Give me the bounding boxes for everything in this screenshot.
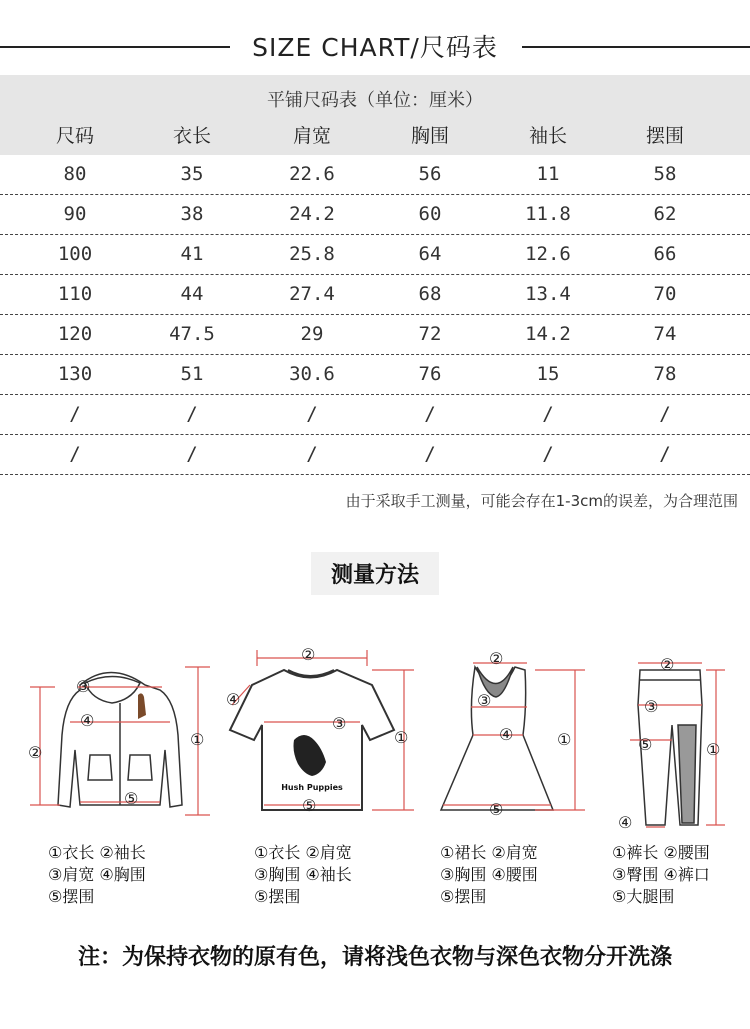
table-row bbox=[0, 315, 750, 355]
table-caption: 平铺尺码表（单位：厘米） bbox=[267, 90, 483, 111]
header-length: 衣长 bbox=[172, 125, 211, 147]
table-cell: / bbox=[424, 403, 436, 425]
pants-marker-4: ④ bbox=[618, 813, 633, 832]
hoodie-diagram bbox=[20, 655, 220, 825]
table-cell: 11.8 bbox=[525, 203, 571, 225]
hoodie-legend-line: ⑤摆围 bbox=[48, 887, 95, 906]
pants-marker-5: ⑤ bbox=[638, 735, 653, 754]
table-row bbox=[0, 155, 750, 195]
dress-marker-4: ④ bbox=[499, 725, 514, 744]
hoodie-legend-line: ①衣长 ②袖长 bbox=[48, 843, 146, 862]
size-chart-title-row bbox=[0, 22, 750, 70]
tshirt-marker-3: ③ bbox=[332, 714, 347, 733]
table-cell: 80 bbox=[63, 163, 87, 185]
dress-legend-line: ①裙长 ②肩宽 bbox=[440, 843, 538, 862]
table-cell: 11 bbox=[536, 163, 560, 185]
table-cell: 56 bbox=[418, 163, 442, 185]
pants-legend-line: ⑤大腿围 bbox=[612, 887, 675, 906]
table-cell: 30.6 bbox=[289, 363, 335, 385]
table-cell: / bbox=[69, 443, 81, 465]
header-sleeve: 袖长 bbox=[528, 125, 567, 147]
table-cell: 110 bbox=[57, 283, 93, 305]
table-cell: 72 bbox=[418, 323, 442, 345]
table-cell: 70 bbox=[653, 283, 677, 305]
header-size: 尺码 bbox=[55, 125, 94, 147]
table-cell: 62 bbox=[653, 203, 677, 225]
table-cell: 64 bbox=[418, 243, 442, 265]
table-cell: 44 bbox=[180, 283, 204, 305]
table-row bbox=[0, 235, 750, 275]
brand-text: Hush Puppies bbox=[281, 783, 343, 792]
table-cell: / bbox=[659, 403, 671, 425]
table-cell: 22.6 bbox=[289, 163, 335, 185]
header-shoulder: 肩宽 bbox=[292, 125, 331, 147]
pants-marker-1: ① bbox=[706, 740, 721, 759]
hoodie-marker-3: ③ bbox=[76, 677, 91, 696]
tshirt-legend-line: ⑤摆围 bbox=[254, 887, 301, 906]
table-cell: 27.4 bbox=[289, 283, 335, 305]
pants-marker-2: ② bbox=[660, 655, 675, 674]
measurement-note: 由于采取手工测量，可能会存在1-3cm的误差，为合理范围 bbox=[345, 492, 738, 510]
tshirt-marker-5: ⑤ bbox=[302, 796, 317, 815]
table-cell: 29 bbox=[300, 323, 324, 345]
tshirt-marker-1: ① bbox=[394, 728, 409, 747]
table-cell: / bbox=[306, 443, 318, 465]
table-cell: 15 bbox=[536, 363, 560, 385]
hoodie-marker-5: ⑤ bbox=[124, 789, 139, 808]
pants-marker-3: ③ bbox=[644, 697, 659, 716]
method-title: 测量方法 bbox=[311, 552, 439, 595]
wash-note: 注：为保持衣物的原有色，请将浅色衣物与深色衣物分开洗涤 bbox=[77, 945, 672, 970]
table-cell: 58 bbox=[653, 163, 677, 185]
table-cell: 38 bbox=[180, 203, 204, 225]
hoodie-legend-line: ③肩宽 ④胸围 bbox=[48, 865, 146, 884]
table-cell: / bbox=[542, 443, 554, 465]
table-row bbox=[0, 435, 750, 475]
tshirt-marker-2: ② bbox=[301, 645, 316, 664]
header-chest: 胸围 bbox=[410, 125, 449, 147]
table-cell: 130 bbox=[57, 363, 93, 385]
dress-legend-line: ③胸围 ④腰围 bbox=[440, 865, 538, 884]
pants-diagram bbox=[610, 645, 740, 835]
table-cell: / bbox=[186, 403, 198, 425]
dress-marker-2: ② bbox=[489, 649, 504, 668]
table-cell: 35 bbox=[180, 163, 204, 185]
table-cell: / bbox=[659, 443, 671, 465]
pants-icon bbox=[610, 645, 740, 835]
table-cell: 12.6 bbox=[525, 243, 571, 265]
page-title: SIZE CHART/尺码表 bbox=[244, 33, 506, 62]
table-cell: 47.5 bbox=[169, 323, 215, 345]
dress-legend-line: ⑤摆围 bbox=[440, 887, 487, 906]
hoodie-marker-2: ② bbox=[28, 743, 43, 762]
table-cell: 25.8 bbox=[289, 243, 335, 265]
table-row bbox=[0, 395, 750, 435]
table-cell: 13.4 bbox=[525, 283, 571, 305]
table-cell: 90 bbox=[63, 203, 87, 225]
table-cell: / bbox=[424, 443, 436, 465]
pants-legend-line: ③臀围 ④裤口 bbox=[612, 865, 710, 884]
tshirt-icon bbox=[222, 640, 422, 830]
table-cell: / bbox=[69, 403, 81, 425]
table-cell: 100 bbox=[57, 243, 93, 265]
table-cell: 51 bbox=[180, 363, 204, 385]
row-divider bbox=[0, 474, 750, 475]
pants-legend-line: ①裤长 ②腰围 bbox=[612, 843, 710, 862]
table-cell: 78 bbox=[653, 363, 677, 385]
table-cell: 66 bbox=[653, 243, 677, 265]
table-row bbox=[0, 195, 750, 235]
table-cell: 76 bbox=[418, 363, 442, 385]
dress-legend bbox=[440, 842, 538, 908]
dress-marker-1: ① bbox=[557, 730, 572, 749]
table-cell: 120 bbox=[57, 323, 93, 345]
table-cell: 24.2 bbox=[289, 203, 335, 225]
table-cell: / bbox=[542, 403, 554, 425]
pants-legend bbox=[612, 842, 710, 908]
hoodie-marker-1: ① bbox=[190, 730, 205, 749]
dress-marker-3: ③ bbox=[477, 691, 492, 710]
tshirt-legend bbox=[254, 842, 352, 908]
hoodie-legend bbox=[48, 842, 146, 908]
dress-marker-5: ⑤ bbox=[489, 800, 504, 819]
header-hem: 摆围 bbox=[645, 125, 684, 147]
tshirt-legend-line: ③胸围 ④袖长 bbox=[254, 865, 352, 884]
table-header bbox=[0, 75, 750, 155]
tshirt-legend-line: ①衣长 ②肩宽 bbox=[254, 843, 352, 862]
table-row bbox=[0, 355, 750, 395]
hoodie-marker-4: ④ bbox=[80, 711, 95, 730]
tshirt-diagram bbox=[222, 640, 422, 830]
table-cell: / bbox=[186, 443, 198, 465]
table-cell: / bbox=[306, 403, 318, 425]
table-cell: 68 bbox=[418, 283, 442, 305]
dress-diagram bbox=[435, 645, 595, 830]
table-cell: 60 bbox=[418, 203, 442, 225]
table-cell: 41 bbox=[180, 243, 204, 265]
table-row bbox=[0, 275, 750, 315]
table-cell: 14.2 bbox=[525, 323, 571, 345]
table-cell: 74 bbox=[653, 323, 677, 345]
tshirt-marker-4: ④ bbox=[226, 690, 241, 709]
